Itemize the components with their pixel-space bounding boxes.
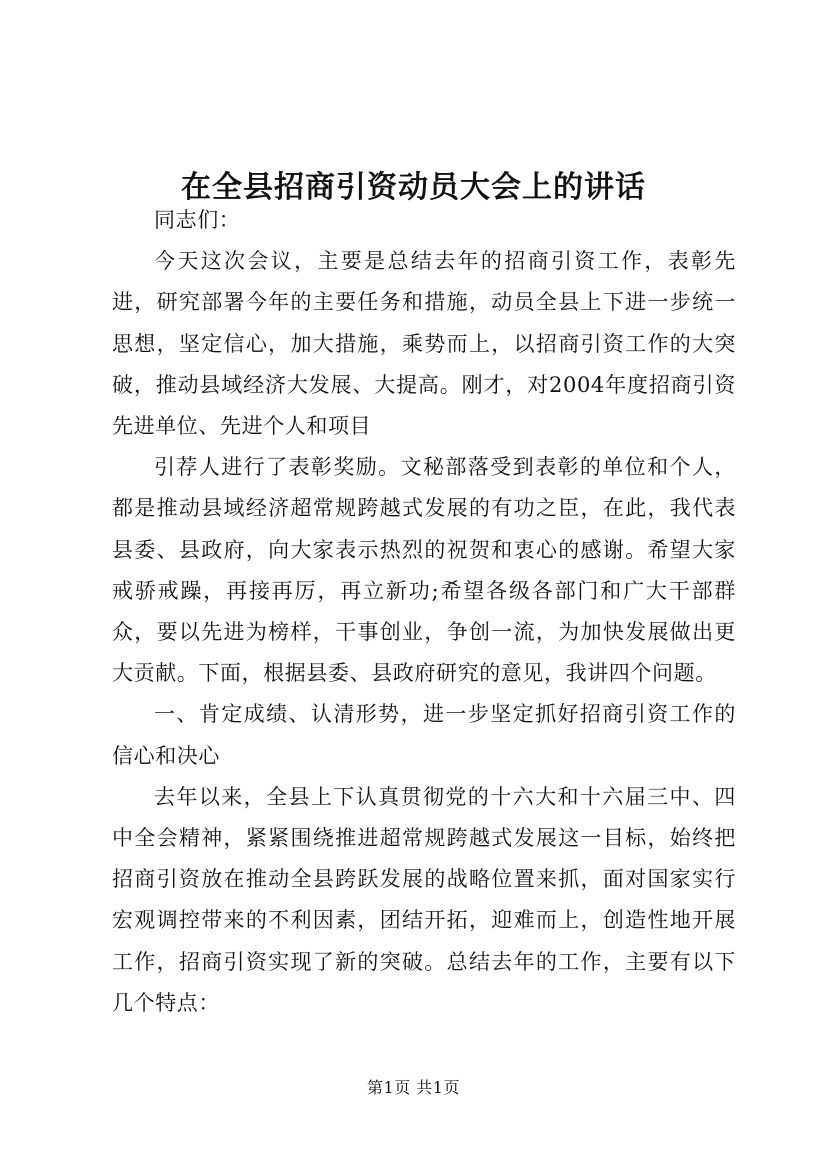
body-paragraph: 今天这次会议，主要是总结去年的招商引资工作，表彰先进，研究部署今年的主要任务和措施，动员全县上下进一步统一思想，坚定信心，加大措施，乘势而上，以招商引资工作的大突破，推动县域经济大发展、大提高。刚才，对2004年度招商引资先进单位、先进个人和项目 xyxy=(112,249,736,439)
page-number-footer: 第1页 共1页 xyxy=(367,1078,460,1097)
body-paragraph: 引荐人进行了表彰奖励。文秘部落受到表彰的单位和个人，都是推动县域经济超常规跨越式发展的有功之臣，在此，我代表县委、县政府，向大家表示热烈的祝贺和衷心的感谢。希望大家戒骄戒躁，再接再厉，再立新功;希望各级各部门和广大干部群众，要以先进为榜样，干事创业，争创一流，为加快发展做出更大贡献。下面，根据县委、县政府研究的意见，我讲四个问题。 xyxy=(112,455,736,686)
section-heading: 一、肯定成绩、认清形势，进一步坚定抓好招商引资工作的信心和决心 xyxy=(112,702,736,768)
body-paragraph: 去年以来，全县上下认真贯彻党的十六大和十六届三中、四中全会精神，紧紧围绕推进超常规跨越式发展这一目标，始终把招商引资放在推动全县跨跃发展的战略位置来抓，面对国家实行宏观调控带来的不利因素，团结开拓，迎难而上，创造性地开展工作，招商引资实现了新的突破。总结去年的工作，主要有以下几个特点： xyxy=(112,784,736,1015)
salutation-paragraph: 同志们： xyxy=(154,208,241,232)
document-body xyxy=(112,200,736,1024)
document-title: 在全县招商引资动员大会上的讲话 xyxy=(181,170,646,206)
